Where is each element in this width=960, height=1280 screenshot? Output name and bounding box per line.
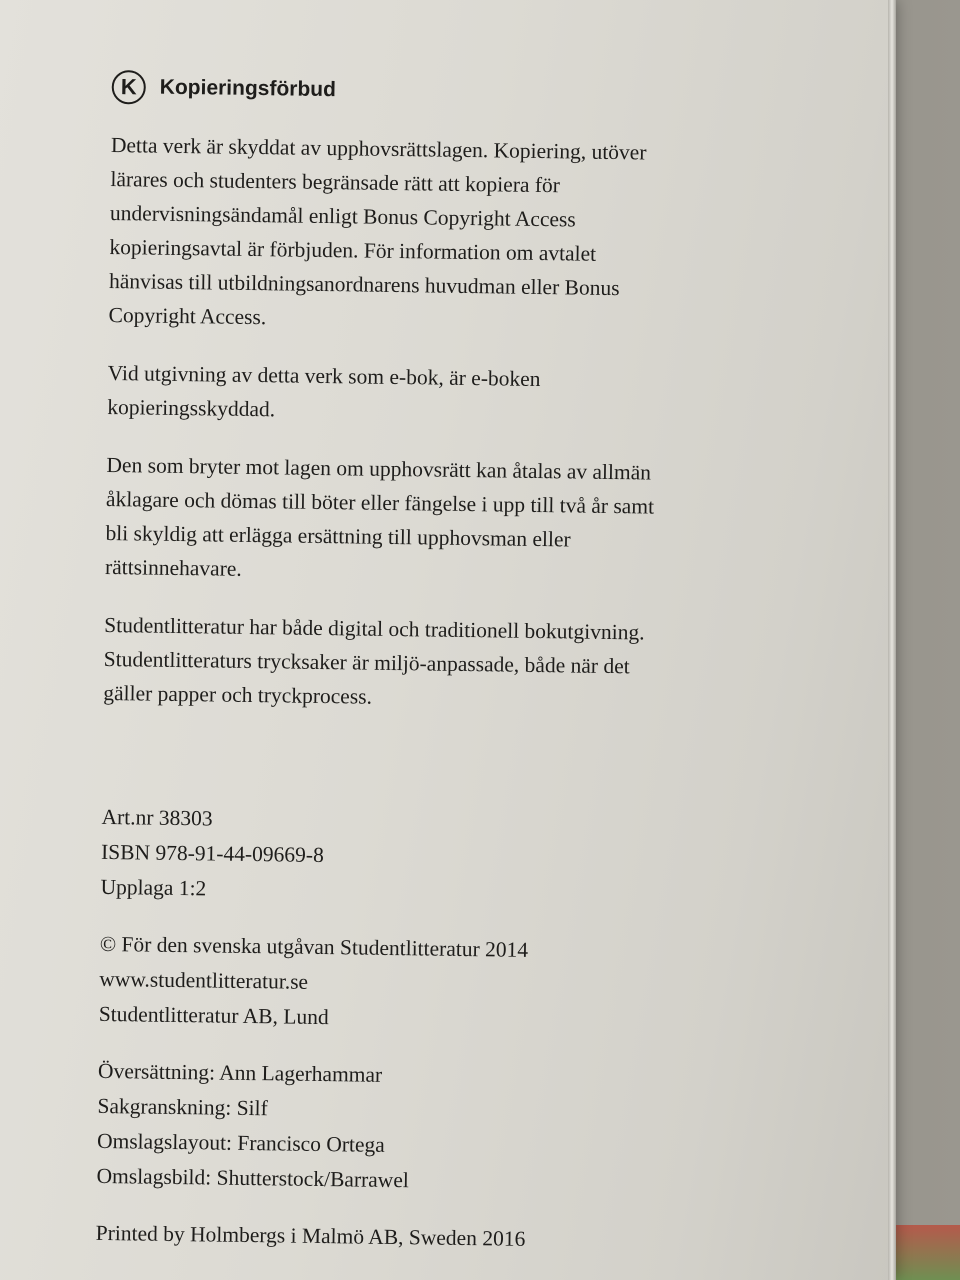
edition: Upplaga 1:2: [100, 874, 207, 901]
printed-by: Printed by Holmbergs i Malmö AB, Sweden 2016: [95, 1220, 526, 1251]
publisher-info-block: [99, 927, 660, 1040]
article-info-block: [100, 800, 661, 913]
credit-cover-image: Omslagsbild: Shutterstock/Barrawel: [96, 1163, 409, 1193]
paragraph-penalty: Den som bryter mot lagen om upphovsrätt kan åtalas av allmän åklagare och dömas till böter eller fängelse i upp till två år samt bli skyldig att erlägga ersättning till upphovsman eller rättsinnehavare.: [104, 452, 655, 581]
article-number: Art.nr 38303: [101, 804, 213, 831]
publisher-website: www.studentlitteratur.se: [99, 966, 309, 994]
kopieringsforbud-logo-icon: K: [112, 70, 146, 104]
heading-title: Kopieringsförbud: [159, 75, 337, 102]
paragraph-ebook: Vid utgivning av detta verk som e-bok, är e-boken kopieringsskyddad.: [107, 360, 541, 422]
paragraph-copyright: Detta verk är skyddat av upphovsrättslagen. Kopiering, utöver lärares och studenters begränsade rätt att kopiera för undervisningsändamål enligt Bonus Copyright Access kopieringsavtal är förbjuden. För information om avtalet hänvisas till utbildningsanordnarens huvudman eller Bonus Copyright Access.: [108, 132, 647, 330]
publisher-name: Studentlitteratur AB, Lund: [98, 1001, 329, 1030]
heading: [112, 70, 672, 112]
credits-block: [96, 1054, 658, 1202]
page-edge: [888, 0, 896, 1280]
credit-translation: Översättning: Ann Lagerhammar: [97, 1058, 383, 1087]
isbn: ISBN 978-91-44-09669-8: [100, 839, 324, 868]
credit-cover-layout: Omslagslayout: Francisco Ortega: [96, 1128, 385, 1157]
copyright-notice: © För den svenska utgåvan Studentlitteratur 2014: [99, 931, 529, 962]
spacer: [102, 734, 663, 808]
copyright-page-content: [96, 70, 672, 1259]
paragraph-environment: Studentlitteratur har både digital och traditionell bokutgivning. Studentlitteraturs trycksaker är miljö-anpassade, både när det gäller papper och tryckprocess.: [103, 612, 645, 709]
credit-review: Sakgranskning: Silf: [97, 1093, 268, 1121]
